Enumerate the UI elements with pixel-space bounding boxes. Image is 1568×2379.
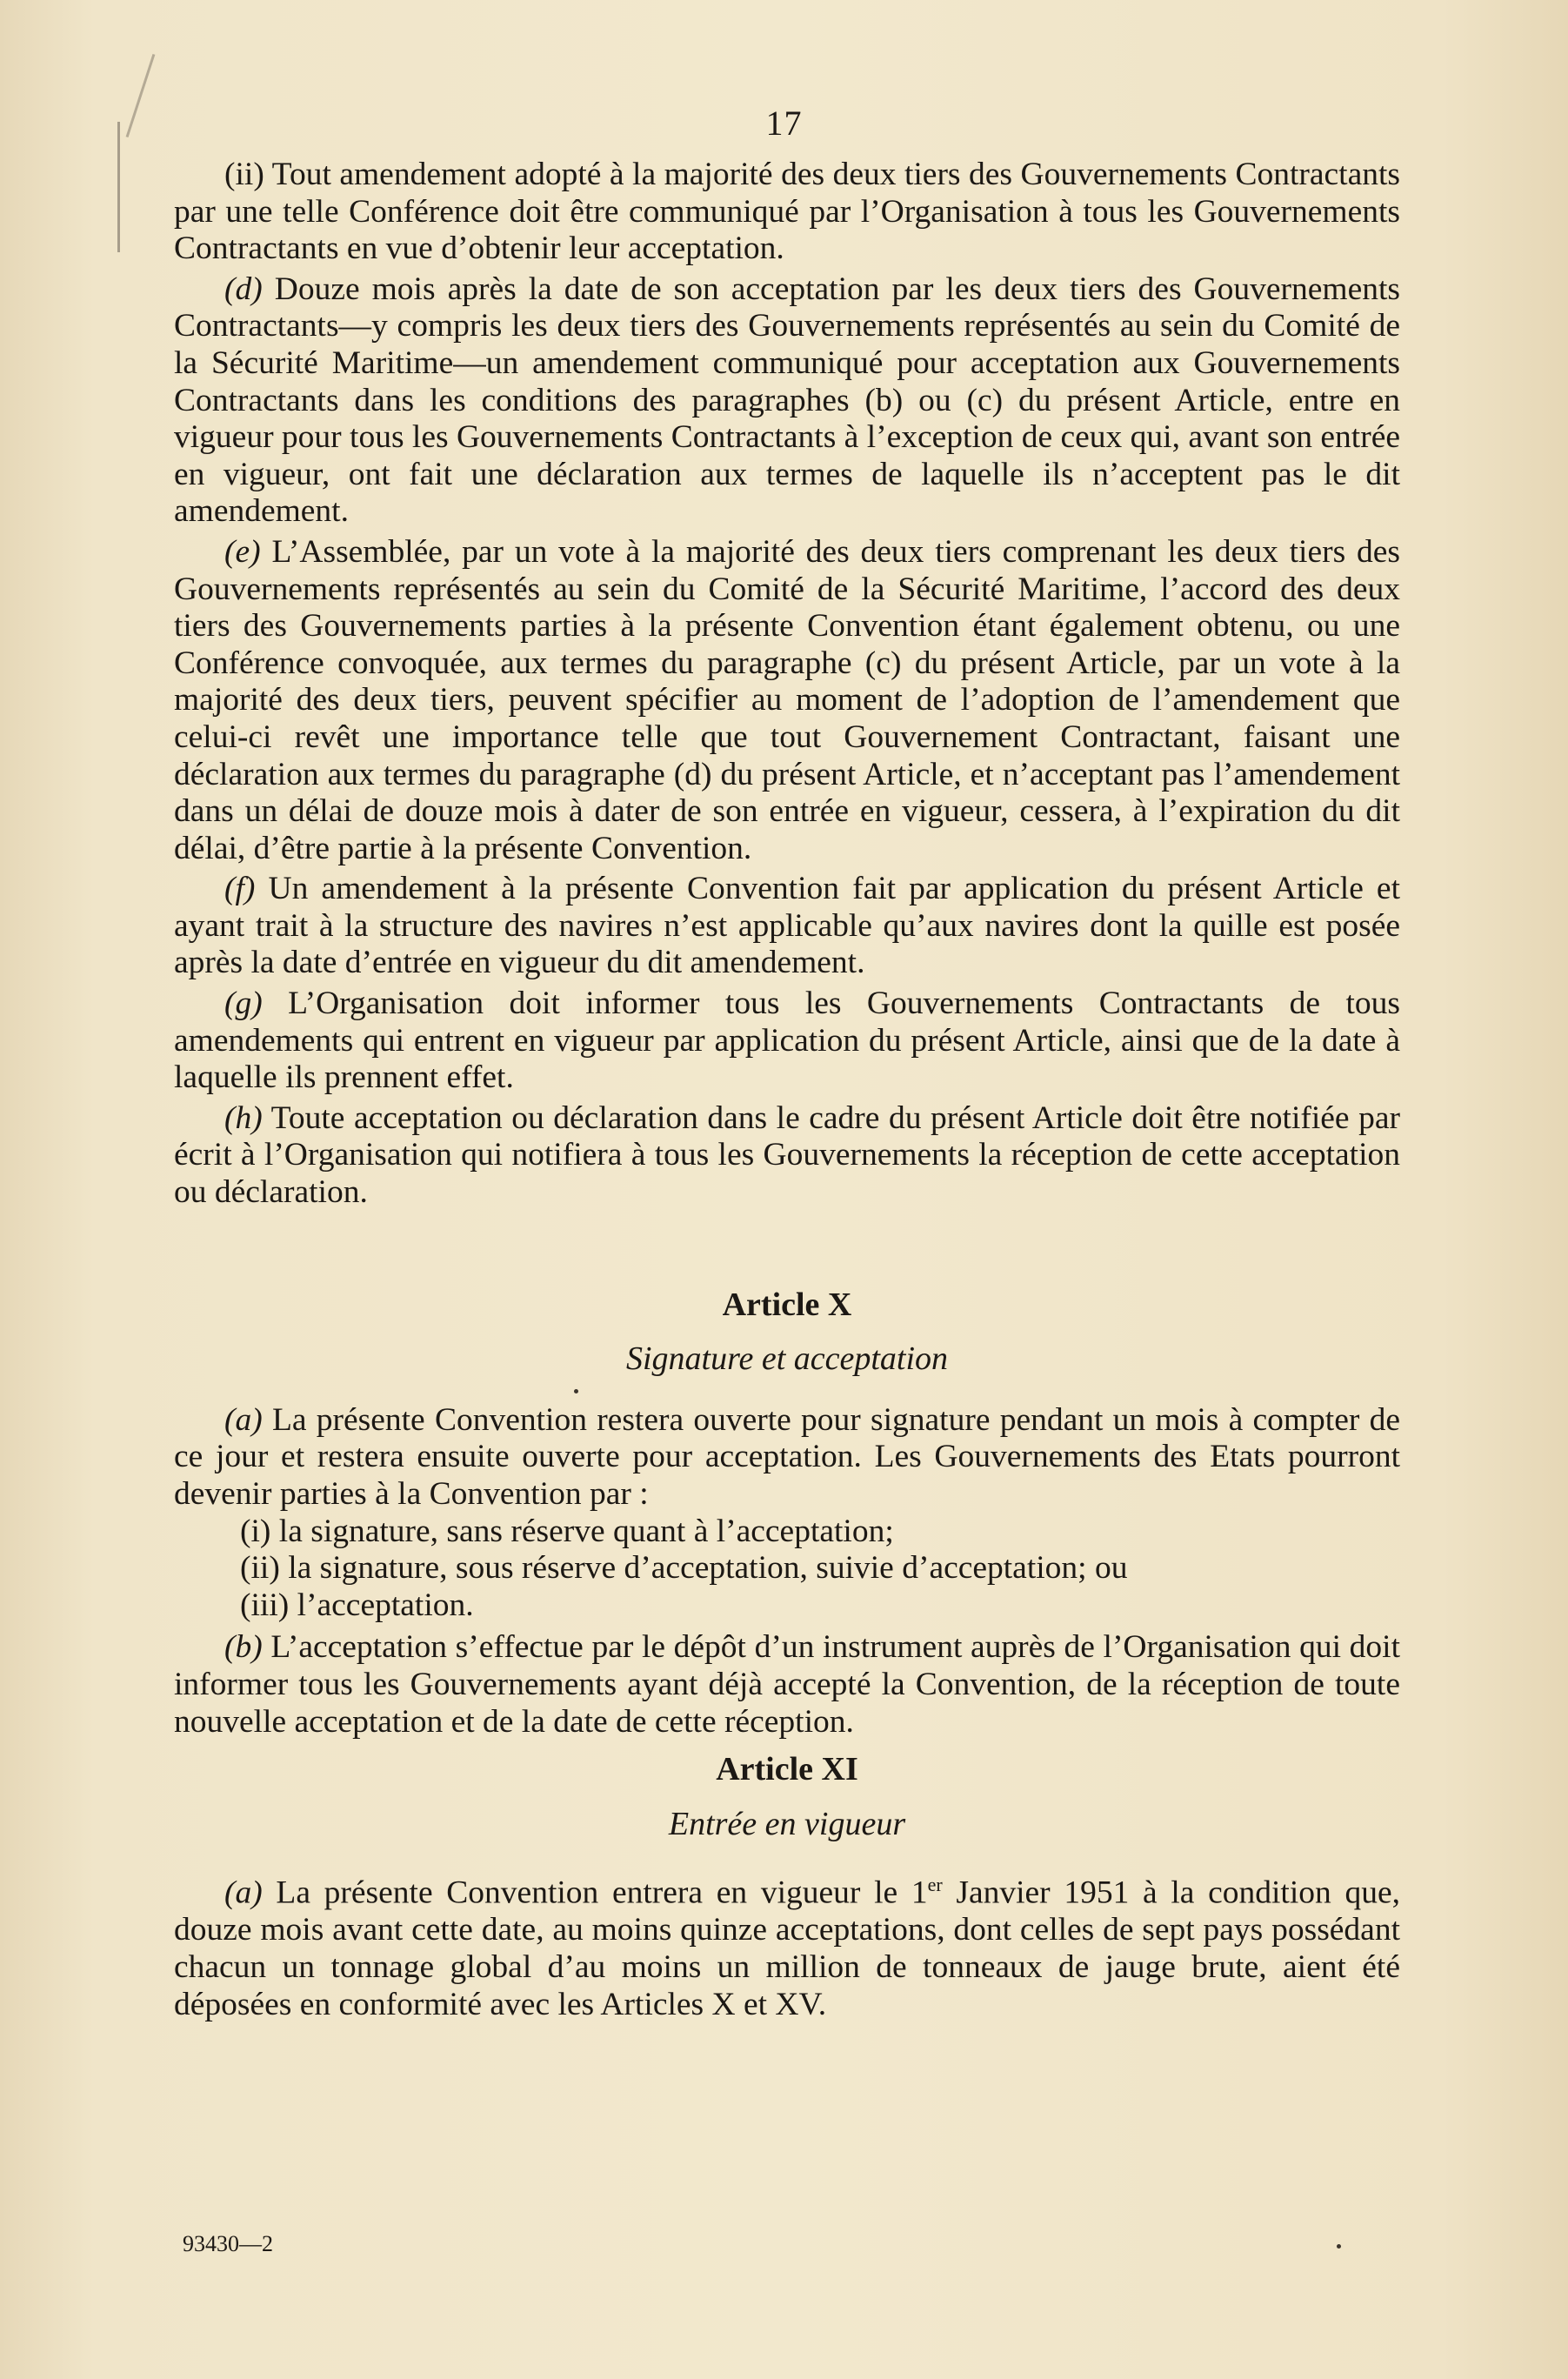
- article-x-subheading: Signature et acceptation: [625, 1340, 949, 1378]
- paragraph-h: [174, 1100, 1400, 1212]
- paragraph-label: (g): [224, 986, 263, 1022]
- list-item: [174, 1587, 1400, 1625]
- paragraph-text: Un amendement à la présente Convention fait par application du présent Article et ayant trait à la structure des navires n’est applicable qu’aux navires dont la quille est posée après la date d’entrée en vigueur du dit amendement.: [174, 871, 1400, 981]
- paper-speck: [574, 1389, 578, 1393]
- paragraph-label: (a): [224, 1874, 263, 1911]
- paragraph-f: [174, 871, 1400, 982]
- document-body: [174, 157, 1400, 2023]
- paragraph-label: (e): [224, 533, 261, 570]
- superscript: er: [927, 1874, 943, 1896]
- paragraph-text: L’Assemblée, par un vote à la majorité des deux tiers comprenant les deux tiers des Gouvernements représentés au sein du Comité de la Sécurité Maritime, l’accord des deux tiers des Gouvernements parties à la présente Convention étant également obtenu, ou une Conférence convoquée, aux termes du paragraphe (c) du présent Article, par un vote à la majorité des deux tiers, peuvent spécifier au moment de l’adoption de l’amendement que celui-ci revêt une importance telle que tout Gouvernement Contractant, faisant une déclaration aux termes du paragraphe (d) du présent Article, et n’acceptant pas l’amendement dans un délai de douze mois à dater de son entrée en vigueur, cessera, à l’expiration du dit délai, d’être partie à la présente Convention.: [174, 533, 1400, 866]
- article-xi-paragraph-a: [174, 1867, 1400, 2023]
- list-label: (iii): [240, 1587, 290, 1623]
- list-item: [174, 1550, 1400, 1587]
- list-text: la signature, sans réserve quant à l’acceptation;: [270, 1513, 894, 1549]
- paragraph-text: La présente Convention restera ouverte pour signature pendant un mois à compter de ce jour et restera ensuite ouverte pour acceptation. Les Gouvernements des Etats pourront devenir parties à la Convention par :: [174, 1401, 1400, 1512]
- article-x-paragraph-a: [174, 1402, 1400, 1514]
- article-xi-heading: Article XI: [716, 1751, 858, 1788]
- page-number: 17: [765, 104, 803, 143]
- list-label: (ii): [240, 1550, 280, 1587]
- paragraph-text: L’Organisation doit informer tous les Gouvernements Contractants de tous amendements qui entrent en vigueur par application du présent Article, ainsi que de la date à laquelle ils prennent effet.: [174, 986, 1400, 1096]
- paragraph-g: [174, 986, 1400, 1097]
- paragraph-text: L’acceptation s’effectue par le dépôt d’un instrument auprès de l’Organisation qui doit informer tous les Gouvernements ayant déjà accepté la Convention, de la réception de toute nouvelle acceptation et de la date de cette réception.: [174, 1629, 1400, 1740]
- paragraph-ii: [174, 157, 1400, 268]
- article-x-paragraph-b: [174, 1629, 1400, 1741]
- paragraph-d: [174, 271, 1400, 531]
- paragraph-label: (ii): [224, 157, 264, 192]
- paragraph-label: (f): [224, 871, 256, 907]
- list-text: la signature, sous réserve d’acceptation, suivie d’acceptation; ou: [279, 1550, 1128, 1587]
- paragraph-text: La présente Convention entrera en vigueur le 1: [262, 1874, 928, 1911]
- paragraph-text: Janvier 1951 à la condition que, douze mois avant cette date, au moins quinze acceptations, dont celles de sept pays possédant chacun un tonnage global d’au moins un million de tonneaux de jauge brute, aient été déposées en conformité avec les Articles X et XV.: [174, 1874, 1400, 2022]
- paragraph-text: Toute acceptation ou déclaration dans le cadre du présent Article doit être notifiée par écrit à l’Organisation qui notifiera à tous les Gouvernements la réception de cette acceptation ou déclaration.: [174, 1099, 1400, 1211]
- paragraph-label: (h): [224, 1099, 263, 1136]
- paragraph-label: (a): [224, 1401, 263, 1438]
- paragraph-e: [174, 534, 1400, 867]
- paragraph-text: Tout amendement adopté à la majorité des deux tiers des Gouvernements Contractants par une telle Conférence doit être communiqué par l’Organisation à tous les Gouvernements Contractants en vue d’obtenir leur acceptation.: [174, 157, 1400, 267]
- list-text: l’acceptation.: [289, 1587, 474, 1623]
- paragraph-text: Douze mois après la date de son acceptation par les deux tiers des Gouvernements Contractants—y compris les deux tiers des Gouvernements représentés au sein du Comité de la Sécurité Maritime—un amendement communiqué pour acceptation aux Gouvernements Contractants dans les conditions des paragraphes (b) ou (c) du présent Article, entre en vigueur pour tous les Gouvernements Contractants à l’exception de ceux qui, avant son entrée en vigueur, ont fait une déclaration aux termes de laquelle ils n’acceptent pas le dit amendement.: [174, 271, 1400, 530]
- paragraph-label: (d): [224, 271, 263, 307]
- paper-speck: [1337, 2244, 1341, 2249]
- article-xi-subheading: Entrée en vigueur: [668, 1805, 906, 1842]
- list-label: (i): [240, 1513, 271, 1549]
- paragraph-label: (b): [224, 1629, 263, 1666]
- article-x-heading: Article X: [722, 1286, 852, 1323]
- list-item: [174, 1514, 1400, 1551]
- print-job-code: 93430—2: [183, 2231, 273, 2256]
